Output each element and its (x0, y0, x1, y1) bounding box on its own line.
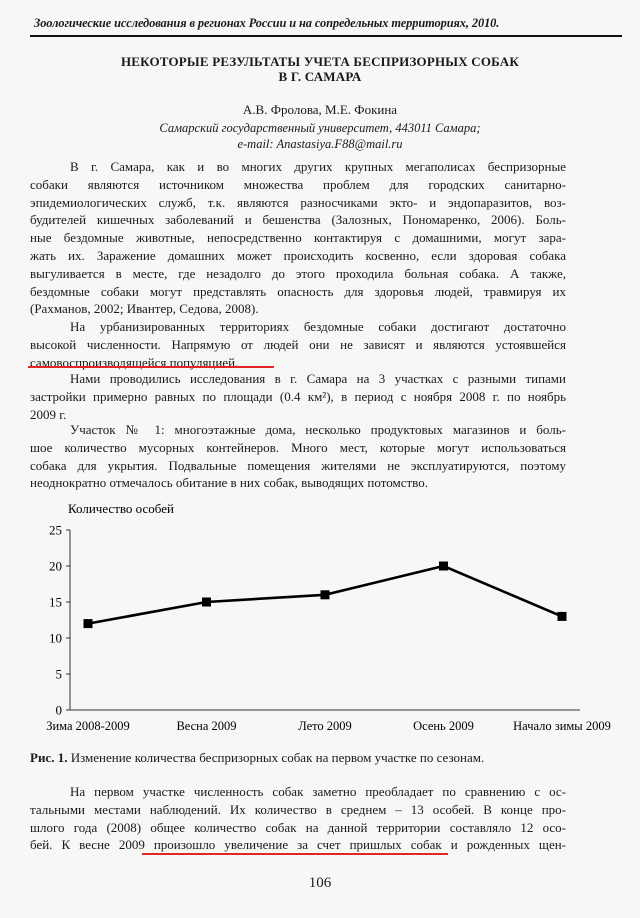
y-tick-label: 10 (49, 630, 62, 646)
data-point (558, 612, 567, 621)
email-line: e-mail: Anastasiya.F88@mail.ru (237, 137, 403, 151)
x-tick-label: Весна 2009 (176, 719, 237, 733)
text-line: выгуливается в месте, где незадолго до этого проходила больная собака. А также, (30, 265, 566, 281)
text-line: эпидемиологических служб, т.к. являются разносчиками экто- и эндопаразитов, воз- (30, 194, 566, 210)
text-line: жать их. Заражение домашних может происходить косвенно, если здоровая собака (30, 247, 566, 263)
data-point (439, 562, 448, 571)
text-line: бездомные собаки могут представлять опасность для здоровья людей, травмируя их (30, 283, 566, 299)
text-line: Участок № 1: многоэтажные дома, несколько продуктовых магазинов и боль- (70, 422, 566, 437)
page-number: 106 (308, 875, 332, 891)
text-line: собаки являются источником множества проблем для городских санитарно- (30, 176, 566, 192)
line-chart (20, 496, 640, 742)
affiliation (60, 120, 580, 152)
figure-caption (30, 750, 590, 766)
paragraph-4 (30, 421, 566, 492)
y-tick-labels (49, 523, 62, 718)
y-tick-label: 25 (49, 522, 62, 538)
series-layer (84, 562, 567, 629)
y-tick-label: 20 (49, 558, 62, 574)
affiliation-line: Самарский государственный университет, 443011 Самара; (159, 121, 481, 135)
red-underline-annotation (142, 853, 448, 855)
text-line: (Рахманов, 2002; Ивантер, Седова, 2008). (30, 301, 259, 317)
title-line: В Г. САМАРА (278, 69, 362, 84)
figure-caption-text: Изменение количества беспризорных собак на первом участке по сезонам. (70, 750, 485, 765)
text-line: самовоспроизводящейся популяцией. (30, 354, 239, 370)
y-tick-label: 15 (49, 594, 62, 610)
y-tick-label: 0 (55, 702, 62, 718)
text-line: неоднократно отмечалось обитание в них собак, выводящих потомство. (30, 475, 428, 491)
x-tick-labels (46, 719, 611, 733)
text-line: Нами проводились исследования в г. Самара на 3 участках с разными типами (70, 371, 566, 386)
title-line: НЕКОТОРЫЕ РЕЗУЛЬТАТЫ УЧЕТА БЕСПРИЗОРНЫХ СОБАК (120, 54, 520, 69)
text-line: ные бездомные животные, непосредственно контактируя с домашними, могут зара- (30, 230, 566, 246)
red-underline-annotation (28, 366, 274, 368)
x-tick-label: Лето 2009 (298, 719, 352, 733)
text-line: 2009 г. (30, 406, 67, 422)
y-axis-label: Количество особей (68, 501, 174, 516)
x-tick-label: Начало зимы 2009 (513, 719, 611, 733)
text-line: На первом участке численность собак заметно преобладает по сравнению с ос- (70, 784, 566, 799)
authors: А.В. Фролова, М.Е. Фокина (242, 102, 398, 117)
text-line: В г. Самара, как и во многих других крупных мегаполисах беспризорные (70, 159, 566, 174)
paragraph-5 (30, 783, 566, 854)
data-point (321, 590, 330, 599)
text-line: тальными местами наблюдений. Их количество в среднем – 13 особей. В конце про- (30, 801, 566, 817)
data-point (202, 598, 211, 607)
text-line: шлого года (2008) общее количество собак на данной территории составляло 12 осо- (30, 819, 566, 835)
paragraph-3 (30, 370, 566, 423)
chart-axes (66, 530, 580, 710)
article-title (60, 54, 580, 84)
text-line: застройки примерно равных по площади (0.4 км²), в период с ноября 2008 г. по ноябрь (30, 388, 566, 404)
figure-number: Рис. 1. (30, 750, 68, 765)
text-line: бей. К весне 2009 произошло увеличение за счет пришлых собак и рожденных щен- (30, 837, 566, 853)
x-tick-label: Осень 2009 (413, 719, 474, 733)
x-tick-label: Зима 2008-2009 (46, 719, 130, 733)
text-line: шое количество мусорных контейнеров. Много мест, которые могут использоваться (30, 439, 566, 455)
text-line: будителей кишечных заболеваний и бешенства (Залозных, Пономаренко, 2006). Боль- (30, 212, 566, 228)
paragraph-2 (30, 318, 566, 371)
paragraph-1 (30, 158, 566, 318)
running-head: Зоологические исследования в регионах России и на сопредельных территориях, 2010. (34, 16, 500, 30)
running-head-rule (30, 35, 622, 37)
text-line: На урбанизированных территориях бездомные собаки достигают достаточно (70, 319, 566, 334)
y-tick-label: 5 (55, 666, 62, 682)
text-line: высокой численности. Напрямую от людей они не зависят и являются устоявшейся (30, 336, 566, 352)
data-point (84, 619, 93, 628)
text-line: собака для укрытия. Подвальные помещения жителями не эксплуатируются, поэтому (30, 457, 566, 473)
